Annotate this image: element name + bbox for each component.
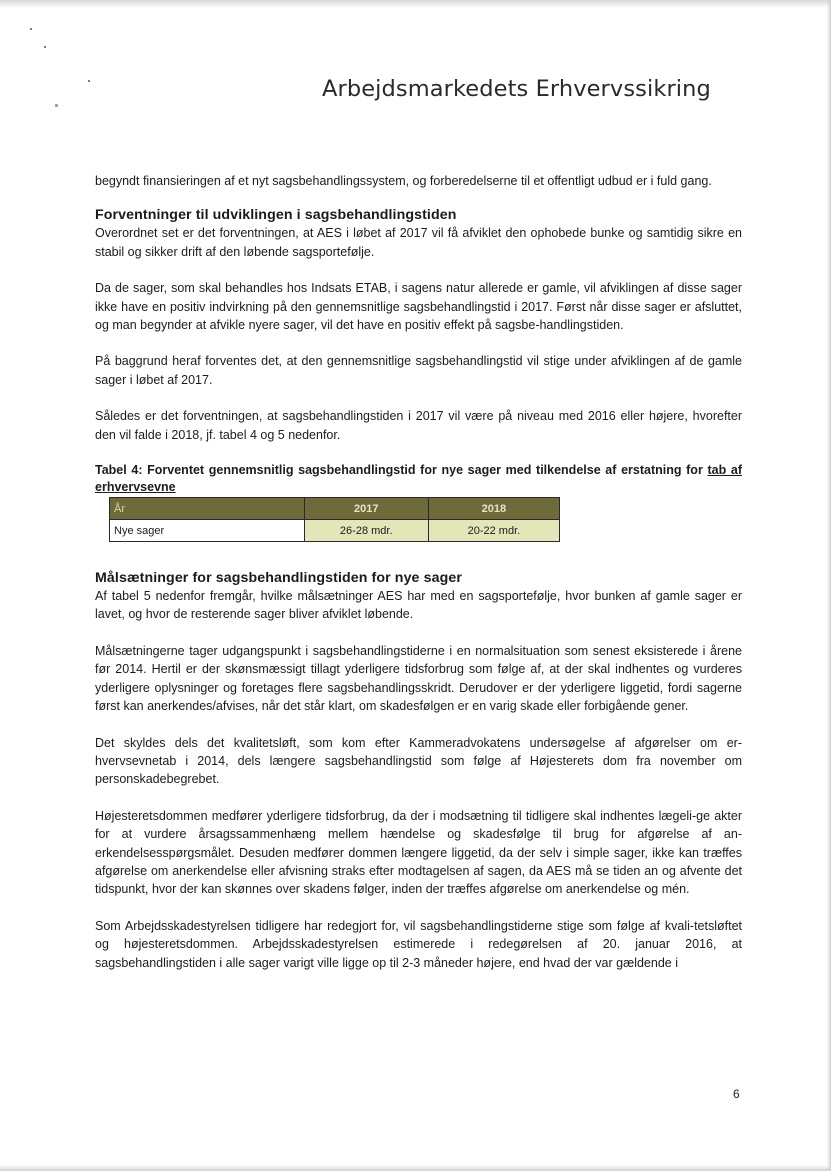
paragraph-old-cases: Da de sager, som skal behandles hos Indsats ETAB, i sagens natur allerede er gamle, vil afviklingen af disse sager ikke have en positiv indvirkning på den gennemsnitlige sagsbehandlingstid i 2017. Først når disse sager er afsluttet, og man begynder at afvikle nyere sager, vil det have en positiv effekt på sagsbe-handlingstiden. <box>95 281 742 333</box>
scan-edge-bottom <box>0 1165 831 1171</box>
document-body <box>95 172 742 972</box>
paragraph-table5: Af tabel 5 nedenfor fremgår, hvilke målsætninger AES har med en sagsportefølje, hvor bunken af gamle sager er lavet, og hvor de resterende sager bliver afviklet løbende. <box>95 589 742 622</box>
page-number: 6 <box>733 1087 740 1101</box>
scan-edge-top <box>0 0 831 8</box>
paragraph-thus: Således er det forventningen, at sagsbehandlingstiden i 2017 vil være på niveau med 2016 eller højere, hvorefter den vil falde i 2018, jf. tabel 4 og 5 nedenfor. <box>95 409 742 442</box>
scan-speck <box>55 104 58 107</box>
paragraph-background: På baggrund heraf forventes det, at den gennemsnitlige sagsbehandlingstid vil stige under afviklingen af de gamle sager i løbet af 2017. <box>95 354 742 387</box>
paragraph-quality: Det skyldes dels det kvalitetsløft, som kom efter Kammeradvokatens undersøgelse af afgørelser om er-hvervsevnetab i 2014, dels længere sagsbehandlingstid som følge af Højesterets dom fra november om personskadebegrebet. <box>95 735 742 787</box>
scan-speck <box>44 46 46 48</box>
table-cell-2017: 26-28 mdr. <box>304 520 428 542</box>
paragraph-overall: Overordnet set er det forventningen, at AES i løbet af 2017 vil få afviklet den ophobede bunke og samtidig sikre en stabil og sikker drift af den løbende sagsportefølje. <box>95 226 742 259</box>
table4 <box>109 497 560 542</box>
table-header-2017: 2017 <box>304 498 428 520</box>
heading-goals: Målsætninger for sagsbehandlingstiden for nye sager <box>95 570 462 587</box>
table4-caption <box>95 462 742 496</box>
heading-expectations: Forventninger til udviklingen i sagsbehandlingstiden <box>95 207 457 224</box>
table4-caption-main: Tabel 4: Forventet gennemsnitlig sagsbehandlingstid for nye sager med tilkendelse af erstatning for <box>95 463 703 478</box>
table4-caption-underlined: tab af erhvervsevne <box>95 463 742 495</box>
table-header-row <box>110 498 560 520</box>
scan-speck <box>30 28 32 30</box>
org-header: Arbejdsmarkedets Erhvervssikring <box>322 76 711 102</box>
paragraph-supreme-court: Højesteretsdommen medfører yderligere tidsforbrug, da der i modsætning til tidligere skal indhentes lægeli-ge akter for at vurdere årsagssammenhæng mellem hændelse og skadesfølge til brug for afgørelse af an-erkendelsesspørgsmålet. Desuden medfører dommen længere liggetid, da der selv i simple sager, ikke kan træffes afgørelse om anerkendelse eller afvisning straks efter modtagelsen af sagen, da AES må se tiden an og afvente det tidspunkt, hvor der kan skønnes over skadens følger, inden der træffes afgørelse om anerkendelse og mén. <box>95 808 742 897</box>
paragraph-intro: begyndt finansieringen af et nyt sagsbehandlingssystem, og forberedelserne til et offentligt udbud er i fuld gang. <box>95 174 712 188</box>
scan-speck <box>88 80 90 82</box>
paragraph-goals-start: Målsætningerne tager udgangspunkt i sagsbehandlingstiderne i en normalsituation som senest eksisterede i årene før 2014. Hertil er der skønsmæssigt tillagt yderligere tidsforbrug som følge af, at der skal indhentes og vurderes yderligere oplysninger og foretages flere sagsbehandlingsskridt. Derudover er der yderligere liggetid, fordi sagerne først kan anerkendes/afvises, når det står klart, om skadesfølgen er en varig skade eller forbigående gener. <box>95 643 742 714</box>
table-header-2018: 2018 <box>428 498 559 520</box>
table-row <box>110 520 560 542</box>
table-cell-label: Nye sager <box>110 520 305 542</box>
scan-edge-right <box>827 0 831 1171</box>
table-cell-2018: 20-22 mdr. <box>428 520 559 542</box>
table-header-year: År <box>110 498 305 520</box>
paragraph-agency: Som Arbejdsskadestyrelsen tidligere har redegjort for, vil sagsbehandlingstiderne stige som følge af kvali-tetsløftet og højesteretsdommen. Arbejdsskadestyrelsen estimerede i redegørelsen af 20. januar 2016, at sagsbehandlingstiden i alle sager varigt ville ligge op til 2-3 måneder højere, end hvad der var gældende i <box>95 918 742 970</box>
